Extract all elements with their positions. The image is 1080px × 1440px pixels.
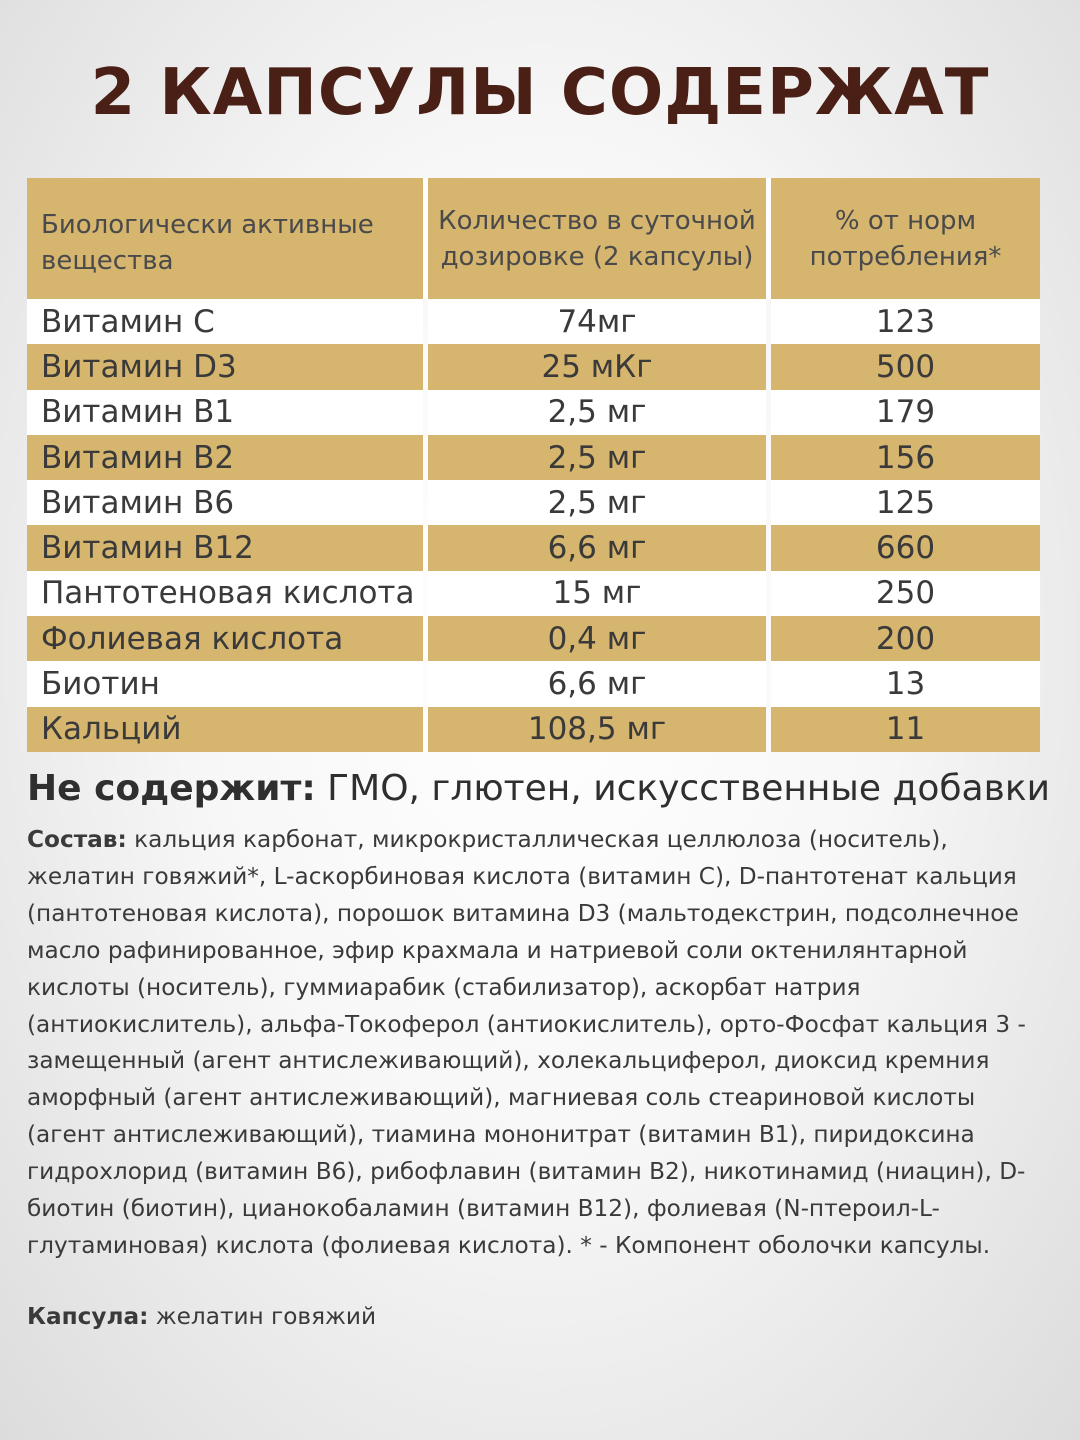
row-name: Фолиевая кислота (27, 616, 423, 661)
table-row (27, 707, 1040, 752)
row-percent: 125 (771, 480, 1040, 525)
row-name: Кальций (27, 707, 423, 752)
row-name: Биотин (27, 661, 423, 706)
table-row (27, 616, 1040, 661)
capsule-line (27, 1299, 376, 1335)
table-row (27, 344, 1040, 389)
table-row (27, 480, 1040, 525)
capsule-label: Капсула: (27, 1303, 149, 1330)
row-name: Пантотеновая кислота (27, 571, 423, 616)
row-name: Витамин С (27, 299, 423, 344)
table-row (27, 661, 1040, 706)
table-row (27, 299, 1040, 344)
table-row (27, 435, 1040, 480)
composition-text: кальция карбонат, микрокристаллическая целлюлоза (носитель), желатин говяжий*, L-аскорбиновая кислота (витамин С), D-пантотенат кальция (пантотеновая кислота), порошок витамина D3 (мальтодекстрин, подсолнечное масло рафинированное, эфир крахмала и натриевой соли октенилянтарной кислоты (носитель), гуммиарабик (стабилизатор), аскорбат натрия (антиокислитель), альфа-Токоферол (антиокислитель), орто-Фосфат кальция 3 - замещенный (агент антислеживающий), холекальциферол, диоксид кремния аморфный (агент антислеживающий), магниевая соль стеариновой кислоты (агент антислеживающий), тиамина мононитрат (витамин B1), пиридоксина гидрохлорид (витамин B6), рибофлавин (витамин B2), никотинамид (ниацин), D-биотин (биотин), цианокобаламин (витамин B12), фолиевая (N-птероил-L- глутаминовая) кислота (фолиевая кислота). * - Компонент оболочки капсулы. (27, 826, 1026, 1259)
row-name: Витамин D3 (27, 344, 423, 389)
row-name: Витамин B2 (27, 435, 423, 480)
free-from-line (27, 768, 1050, 809)
row-percent: 200 (771, 616, 1040, 661)
composition-paragraph (27, 822, 1037, 1265)
page-title: 2 КАПСУЛЫ СОДЕРЖАТ (90, 56, 990, 130)
header-amount: Количество в суточной дозировке (2 капсулы) (428, 178, 766, 299)
header-substance: Биологически активные вещества (27, 178, 423, 299)
row-percent: 500 (771, 344, 1040, 389)
row-percent: 660 (771, 525, 1040, 570)
row-percent: 11 (771, 707, 1040, 752)
row-amount: 6,6 мг (428, 525, 766, 570)
nutrient-table (27, 178, 1040, 752)
composition-label: Состав: (27, 826, 127, 853)
table-header-row (27, 178, 1040, 299)
header-percent: % от норм потребления* (771, 178, 1040, 299)
row-amount: 15 мг (428, 571, 766, 616)
table-row (27, 525, 1040, 570)
row-amount: 6,6 мг (428, 661, 766, 706)
table-row (27, 571, 1040, 616)
free-from-text: ГМО, глютен, искусственные добавки (315, 768, 1050, 809)
free-from-label: Не содержит: (27, 768, 316, 809)
row-percent: 179 (771, 390, 1040, 435)
row-amount: 25 мКг (428, 344, 766, 389)
row-name: Витамин B1 (27, 390, 423, 435)
row-amount: 2,5 мг (428, 390, 766, 435)
table-row (27, 390, 1040, 435)
row-percent: 250 (771, 571, 1040, 616)
row-amount: 0,4 мг (428, 616, 766, 661)
row-amount: 2,5 мг (428, 480, 766, 525)
row-amount: 108,5 мг (428, 707, 766, 752)
row-percent: 123 (771, 299, 1040, 344)
row-amount: 74мг (428, 299, 766, 344)
row-percent: 156 (771, 435, 1040, 480)
row-amount: 2,5 мг (428, 435, 766, 480)
row-name: Витамин B6 (27, 480, 423, 525)
capsule-text: желатин говяжий (148, 1303, 377, 1330)
row-percent: 13 (771, 661, 1040, 706)
row-name: Витамин B12 (27, 525, 423, 570)
